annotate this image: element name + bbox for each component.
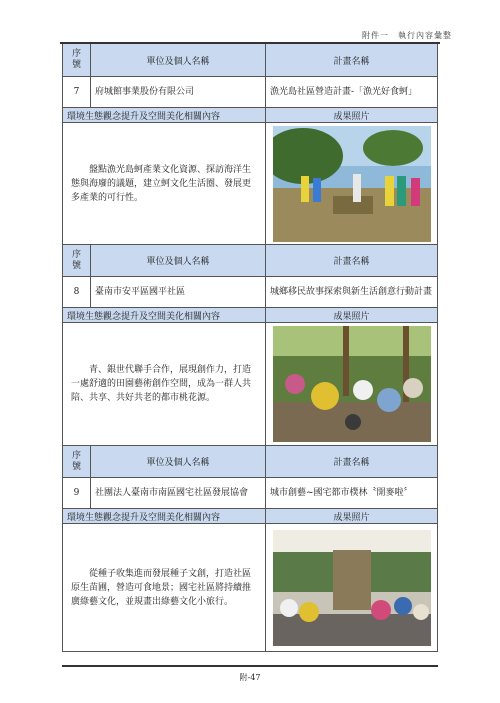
entry-unit: 社團法人臺南市南區國宅社區發展協會 bbox=[91, 478, 266, 508]
entry-description: 從種子收集進而發展種子文創，打造社區原生苗圃，營造可食地景；國宅社區將持續推廣綠藝文化，並規畫出綠藝文化小旅行。 bbox=[63, 524, 266, 651]
section-bar bbox=[63, 308, 437, 323]
entry-info-row bbox=[63, 77, 437, 108]
unit-header: 單位及個人名稱 bbox=[91, 446, 266, 477]
footer-rule bbox=[62, 665, 438, 667]
entry-info-row bbox=[63, 277, 437, 308]
entry-number: 9 bbox=[63, 478, 91, 508]
section-bar-right: 成果照片 bbox=[333, 311, 370, 322]
entry-number: 7 bbox=[63, 77, 91, 107]
entry-body bbox=[63, 123, 437, 245]
garden-gathering-photo bbox=[273, 326, 431, 442]
entry-plan: 城市創藝~國宅都市樸林〝開麥啦〞 bbox=[270, 487, 413, 498]
section-bar-left: 環境生態觀念提升及空間美化相關內容 bbox=[63, 509, 266, 523]
no-header: 序號 bbox=[63, 446, 91, 477]
section-bar bbox=[63, 509, 437, 524]
entry-unit: 府城館事業股份有限公司 bbox=[91, 77, 266, 107]
entry-body bbox=[63, 323, 437, 446]
entry-description: 青、銀世代聯手合作，展現創作力，打造一處舒適的田園藝術創作空間，成為一群人共陪、共享、共好共老的都市桃花源。 bbox=[63, 323, 266, 445]
table-header-row bbox=[63, 446, 437, 478]
indoor-workshop-photo bbox=[273, 530, 431, 646]
entry-info-row bbox=[63, 478, 437, 509]
outdoor-group-photo bbox=[273, 126, 431, 242]
table-header-row bbox=[63, 245, 437, 277]
no-header: 序號 bbox=[63, 245, 91, 276]
section-bar-left: 環境生態觀念提升及空間美化相關內容 bbox=[63, 308, 266, 322]
entry-description: 盤點漁光島蚵產業文化資源、探訪海洋生態與海廢的議題，建立蚵文化生活圈、發展更多產業的可行性。 bbox=[63, 123, 266, 244]
results-table bbox=[62, 44, 438, 652]
plan-header: 計畫名稱 bbox=[333, 458, 370, 468]
entry-block bbox=[62, 245, 438, 446]
entry-body bbox=[63, 524, 437, 652]
section-bar-right: 成果照片 bbox=[333, 512, 370, 523]
unit-header: 單位及個人名稱 bbox=[91, 44, 266, 76]
table-header-row bbox=[63, 44, 437, 77]
section-bar-left: 環境生態觀念提升及空間美化相關內容 bbox=[63, 108, 266, 122]
entry-block bbox=[62, 44, 438, 245]
entry-plan: 城鄉移民故事探索與新生活創意行動計畫 bbox=[270, 286, 433, 297]
unit-header: 單位及個人名稱 bbox=[91, 245, 266, 276]
plan-header: 計畫名稱 bbox=[333, 257, 370, 267]
entry-plan: 漁光島社區營造計畫-「漁光好食蚵」 bbox=[270, 86, 418, 97]
entry-number: 8 bbox=[63, 277, 91, 307]
plan-header: 計畫名稱 bbox=[333, 56, 370, 67]
entry-unit: 臺南市安平區國平社區 bbox=[91, 277, 266, 307]
no-header: 序號 bbox=[63, 44, 91, 76]
section-bar-right: 成果照片 bbox=[333, 111, 370, 122]
page-header: 附件一 執行內容彙整 bbox=[362, 31, 452, 40]
section-bar bbox=[63, 108, 437, 123]
entry-block bbox=[62, 446, 438, 652]
page-number: 附-47 bbox=[239, 673, 261, 682]
